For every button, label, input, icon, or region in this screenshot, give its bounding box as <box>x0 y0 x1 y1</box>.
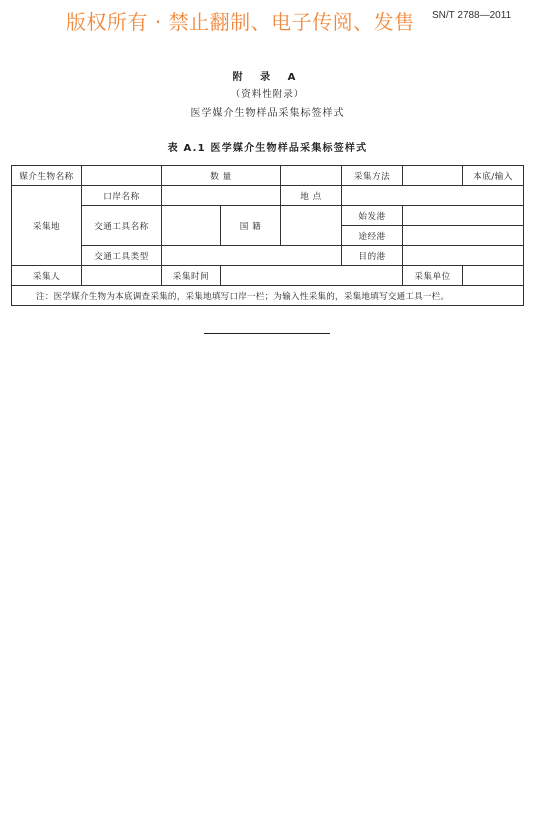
method-label: 采集方法 <box>342 166 403 186</box>
table-row <box>12 286 524 306</box>
local-input-label: 本底/输入 <box>463 166 524 186</box>
site-label: 采集地 <box>12 186 82 266</box>
quantity-cell <box>281 166 342 186</box>
copyright-watermark: 版权所有 · 禁止翻制、电子传阅、发售 <box>66 10 415 34</box>
method-cell <box>403 166 463 186</box>
location-cell <box>342 186 524 206</box>
vehicle-name-label: 交通工具名称 <box>82 206 162 246</box>
transit-port-label: 途经港 <box>342 226 403 246</box>
collection-unit-label: 采集单位 <box>403 266 463 286</box>
table-row <box>12 266 524 286</box>
appendix-subtitle: 医学媒介生物样品采集标签样式 <box>190 108 345 119</box>
collector-cell <box>82 266 162 286</box>
destination-port-cell <box>403 246 524 266</box>
media-name-cell <box>82 166 162 186</box>
sample-label-table <box>11 165 524 306</box>
collector-label: 采集人 <box>12 266 82 286</box>
vehicle-name-cell <box>162 206 221 246</box>
nationality-label: 国 籍 <box>221 206 281 246</box>
table-note: 注：医学媒介生物为本底调查采集的，采集地填写口岸一栏；为输入性采集的，采集地填写交通工具一栏。 <box>12 286 524 306</box>
standard-number: SN/T 2788—2011 <box>432 10 512 21</box>
table-row <box>12 166 524 186</box>
vehicle-type-label: 交通工具类型 <box>82 246 162 266</box>
end-rule <box>204 333 330 334</box>
departure-port-label: 始发港 <box>342 206 403 226</box>
table-caption: 表 A.1 医学媒介生物样品采集标签样式 <box>167 143 368 154</box>
transit-port-cell <box>403 226 524 246</box>
destination-port-label: 目的港 <box>342 246 403 266</box>
table-row <box>12 246 524 266</box>
port-name-label: 口岸名称 <box>82 186 162 206</box>
collection-unit-cell <box>463 266 524 286</box>
location-label: 地 点 <box>281 186 342 206</box>
nationality-cell <box>281 206 342 246</box>
table-row <box>12 186 524 206</box>
media-name-label: 媒介生物名称 <box>12 166 82 186</box>
appendix-type: （资料性附录） <box>230 89 305 100</box>
collection-time-label: 采集时间 <box>162 266 221 286</box>
collection-time-cell <box>221 266 403 286</box>
table-row <box>12 206 524 226</box>
vehicle-type-cell <box>162 246 342 266</box>
port-name-cell <box>162 186 281 206</box>
quantity-label: 数 量 <box>162 166 281 186</box>
appendix-title: 附 录 A <box>232 72 303 83</box>
departure-port-cell <box>403 206 524 226</box>
